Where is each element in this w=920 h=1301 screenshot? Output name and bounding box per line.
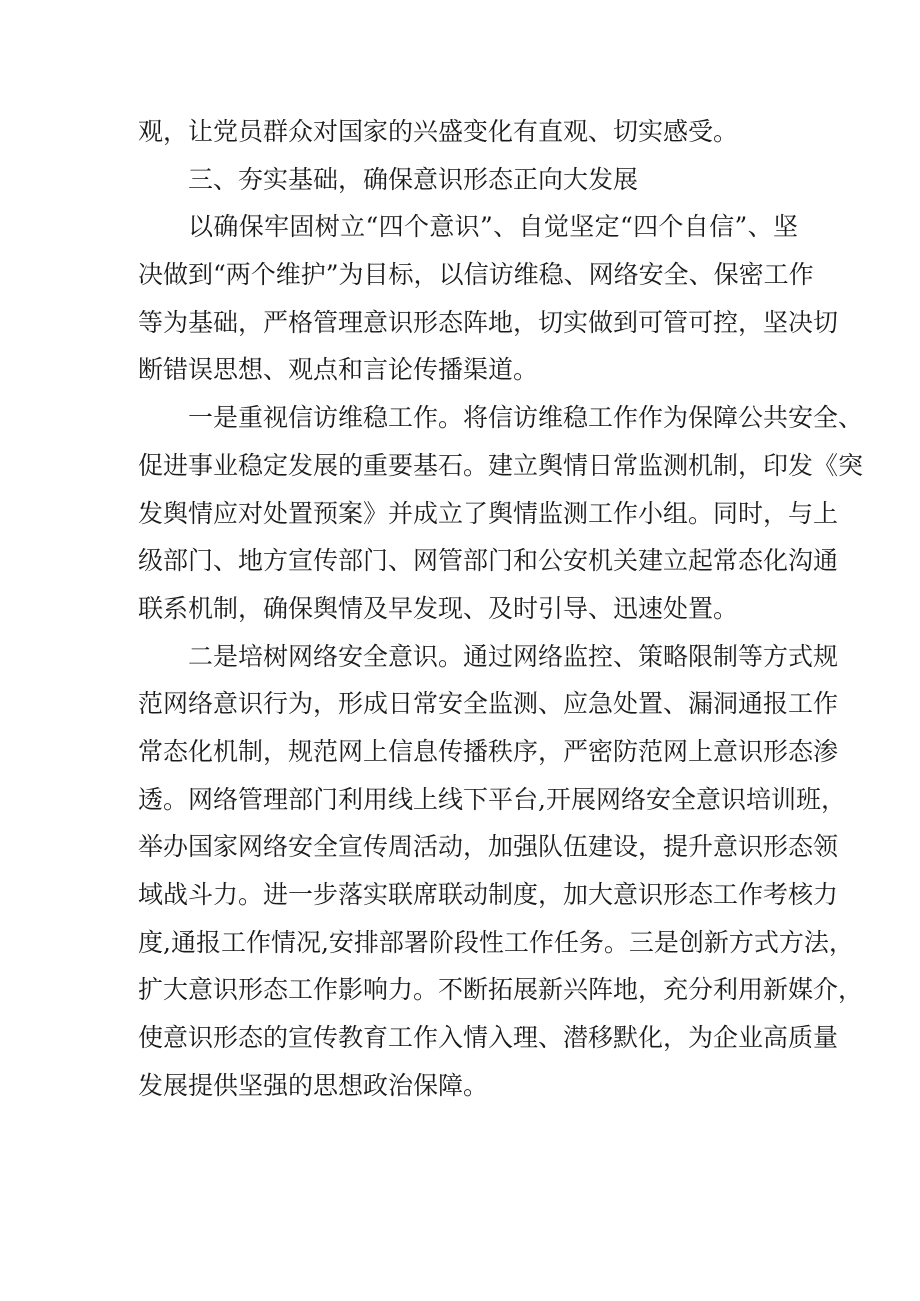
text-line: 促进事业稳定发展的重要基石。建立舆情日常监测机制，印发《突	[138, 450, 864, 480]
text-line: 透。网络管理部门利用线上线下平台,开展网络安全意识培训班，	[138, 784, 846, 814]
text-line: 联系机制，确保舆情及早发现、及时引导、迅速处置。	[138, 593, 739, 623]
text-line: 发展提供坚强的思想政治保障。	[138, 1070, 489, 1100]
text-line: 以确保牢固树立“四个意识”、自觉坚定“四个自信”、坚	[188, 212, 798, 242]
text-line: 举办国家网络安全宣传周活动，加强队伍建设，提升意识形态领	[138, 832, 839, 862]
text-line: 度,通报工作情况,安排部署阶段性工作任务。三是创新方式方法，	[138, 927, 854, 957]
text-line: 断错误思想、观点和言论传播渠道。	[138, 355, 539, 385]
text-line: 决做到“两个维护”为目标，以信访维稳、网络安全、保密工作	[138, 260, 814, 290]
text-line: 常态化机制，规范网上信息传播秩序，严密防范网上意识形态渗	[138, 736, 839, 766]
text-line: 扩大意识形态工作影响力。不断拓展新兴阵地，充分利用新媒介，	[138, 975, 864, 1005]
section-heading: 三、夯实基础，确保意识形态正向大发展	[188, 164, 639, 194]
text-line: 范网络意识行为，形成日常安全监测、应急处置、漏洞通报工作	[138, 689, 839, 719]
text-line: 观，让党员群众对国家的兴盛变化有直观、切实感受。	[138, 117, 739, 146]
text-line: 等为基础，严格管理意识形态阵地，切实做到可管可控，坚决切	[138, 307, 839, 337]
text-line: 发舆情应对处置预案》并成立了舆情监测工作小组。同时，与上	[138, 498, 839, 528]
text-line: 域战斗力。进一步落实联席联动制度，加大意识形态工作考核力	[138, 880, 839, 909]
text-line: 一是重视信访维稳工作。将信访维稳工作作为保障公共安全、	[188, 403, 864, 433]
text-line: 二是培树网络安全意识。通过网络监控、策略限制等方式规	[188, 641, 839, 671]
text-line: 级部门、地方宣传部门、网管部门和公安机关建立起常态化沟通	[138, 546, 839, 576]
document-body	[138, 108, 864, 1109]
text-line: 使意识形态的宣传教育工作入情入理、潜移默化，为企业高质量	[138, 1023, 839, 1053]
